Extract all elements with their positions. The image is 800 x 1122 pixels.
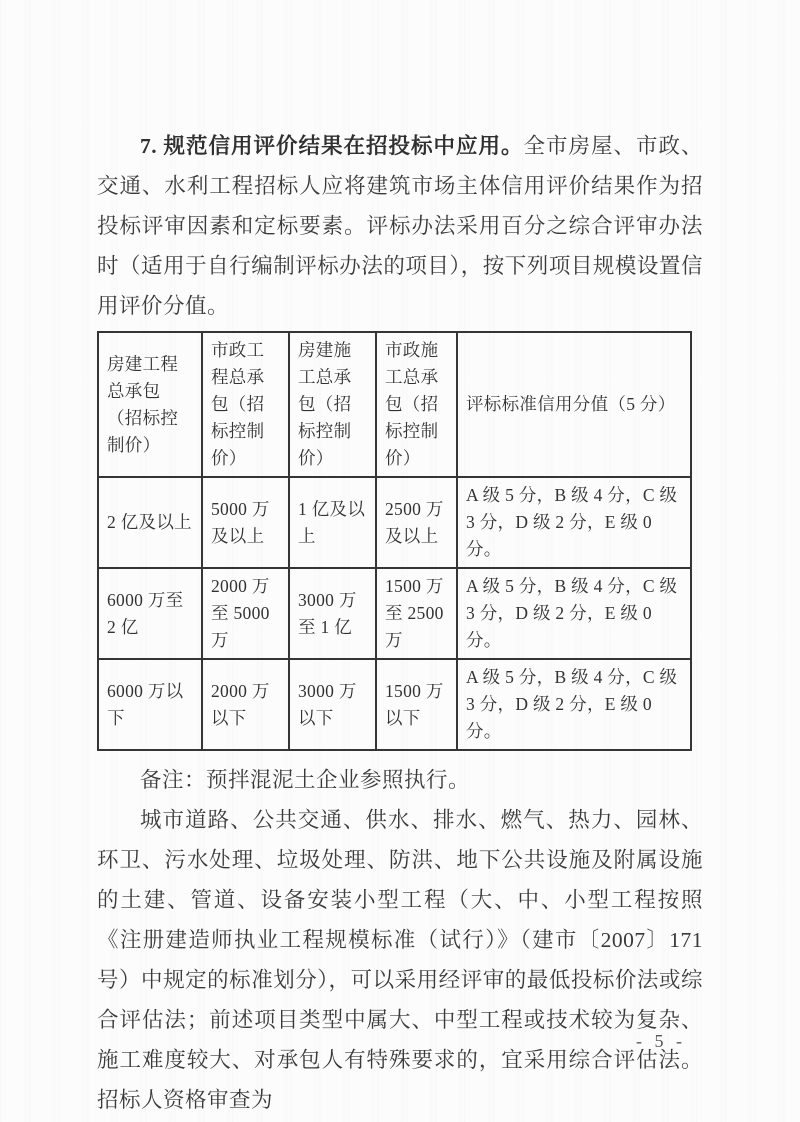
table-cell: 2500 万及以上 xyxy=(376,477,457,568)
table-cell: 3000 万至 1 亿 xyxy=(289,568,376,659)
table-cell: A 级 5 分，B 级 4 分，C 级 3 分，D 级 2 分，E 级 0 分。 xyxy=(457,477,691,568)
table-cell: 5000 万及以上 xyxy=(202,477,289,568)
credit-score-table xyxy=(97,331,692,751)
table-cell: A 级 5 分，B 级 4 分，C 级 3 分，D 级 2 分，E 级 0 分。 xyxy=(457,568,691,659)
table-cell: 6000 万至 2 亿 xyxy=(98,568,202,659)
table-cell: 2 亿及以上 xyxy=(98,477,202,568)
page-number: - 5 - xyxy=(636,1031,686,1051)
paragraph-application xyxy=(97,126,703,326)
document-body xyxy=(97,126,703,1120)
table-cell: 2000 万以下 xyxy=(202,659,289,750)
header-cell-municipal-construction: 市政施工总承包（招标控制价） xyxy=(376,332,457,477)
header-cell-credit-score: 评标标准信用分值（5 分） xyxy=(457,332,691,477)
table-cell: 1 亿及以上 xyxy=(289,477,376,568)
table-cell: A 级 5 分，B 级 4 分，C 级 3 分，D 级 2 分，E 级 0 分。 xyxy=(457,659,691,750)
table-row xyxy=(98,477,691,568)
table-header-row xyxy=(98,332,691,477)
table-row xyxy=(98,568,691,659)
table-cell: 2000 万至 5000 万 xyxy=(202,568,289,659)
header-cell-municipal-epc: 市政工程总承包（招标控制价） xyxy=(202,332,289,477)
table-cell: 1500 万以下 xyxy=(376,659,457,750)
table-row xyxy=(98,659,691,750)
paragraph-application-lead: 7. 规范信用评价结果在招投标中应用。 xyxy=(140,134,524,158)
table-cell: 3000 万以下 xyxy=(289,659,376,750)
paragraph-scope: 城市道路、公共交通、供水、排水、燃气、热力、园林、环卫、污水处理、垃圾处理、防洪、地下公共设施及附属设施的土建、管道、设备安装小型工程（大、中、小型工程按照《注册建造师执业工程规模标准（试行）》（建市〔2007〕171 号）中规定的标准划分），可以采用经评审的最低投标价法或综合评估法；前述项目类型中属大、中型工程或技术较为复杂、施工难度较大、对承包人有特殊要求的，宜采用综合评估法。招标人资格审查为 xyxy=(97,808,703,1112)
table-cell: 1500 万至 2500 万 xyxy=(376,568,457,659)
paragraph-application-body: 全市房屋、市政、交通、水利工程招标人应将建筑市场主体信用评价结果作为招投标评审因素和定标要素。评标办法采用百分之综合评审办法时（适用于自行编制评标办法的项目），按下列项目规模设置信用评价分值。 xyxy=(97,134,703,318)
table-cell: 6000 万以下 xyxy=(98,659,202,750)
table-note: 备注：预拌混泥土企业参照执行。 xyxy=(140,768,471,792)
header-cell-housing-epc: 房建工程总承包（招标控制价） xyxy=(98,332,202,477)
header-cell-housing-construction: 房建施工总承包（招标控制价） xyxy=(289,332,376,477)
